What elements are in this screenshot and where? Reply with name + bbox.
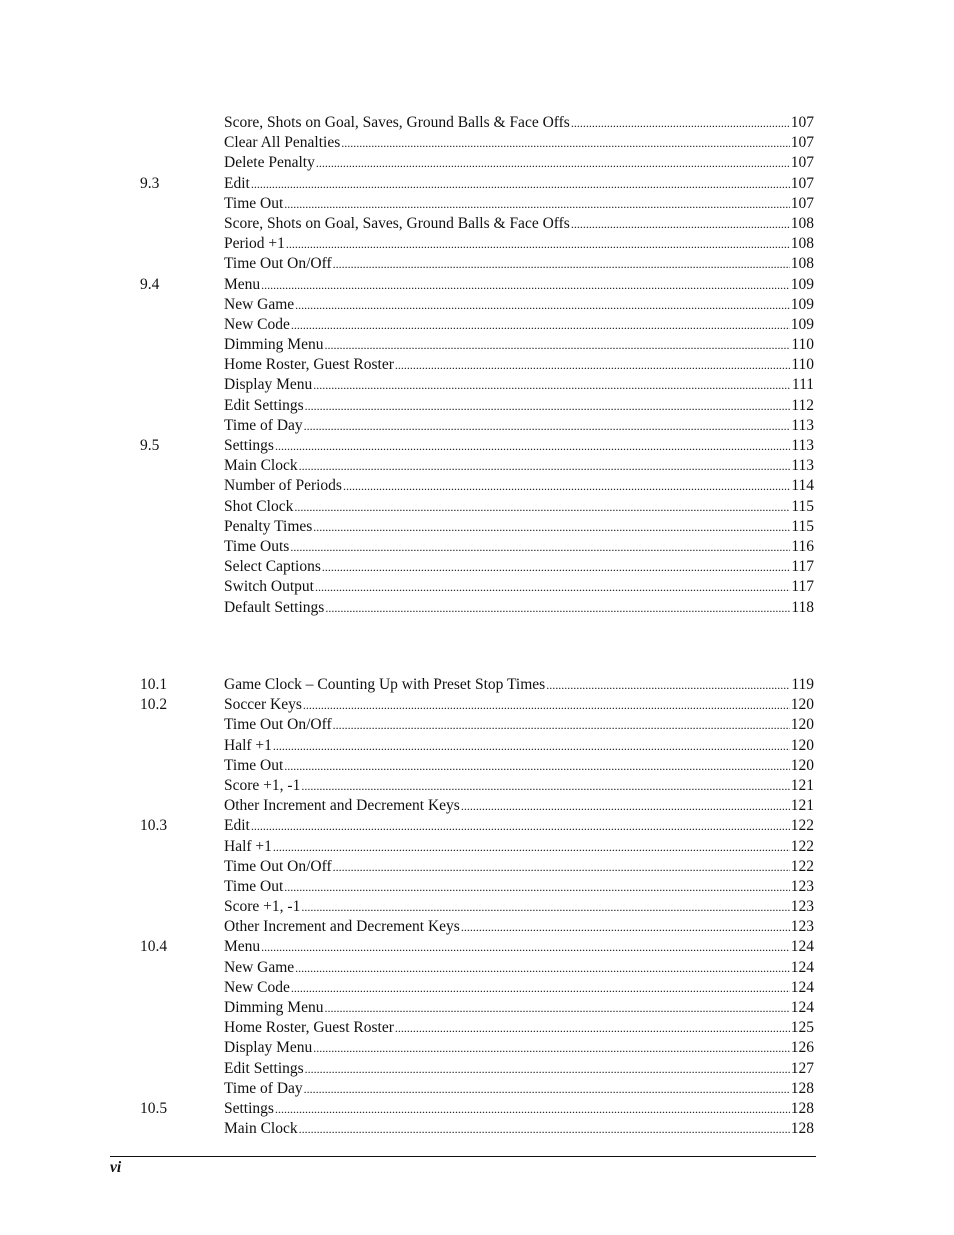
toc-entry-title: Period +1 xyxy=(224,235,285,253)
toc-entry-title: Select Captions xyxy=(224,558,321,576)
toc-page-number: 124 xyxy=(790,958,814,976)
toc-entry-title: Score +1, -1 xyxy=(224,898,301,916)
toc-entry[interactable] xyxy=(224,1059,814,1079)
toc-entry-title: Shot Clock xyxy=(224,497,294,515)
toc-row[interactable] xyxy=(0,675,954,695)
toc-entry[interactable] xyxy=(224,837,814,857)
toc-row[interactable] xyxy=(0,113,954,133)
toc-entry-title: Time Out On/Off xyxy=(224,857,332,875)
toc-entry-title: New Game xyxy=(224,958,295,976)
toc-dot-leader xyxy=(251,816,790,836)
toc-dot-leader xyxy=(313,375,791,395)
toc-section-number: 10.3 xyxy=(140,817,168,835)
toc-entry[interactable] xyxy=(224,998,814,1018)
toc-page-number: 122 xyxy=(790,817,814,835)
toc-entry[interactable] xyxy=(224,456,814,476)
toc-row[interactable] xyxy=(0,375,954,395)
toc-entry[interactable] xyxy=(224,776,814,796)
toc-dot-leader xyxy=(395,355,790,375)
toc-page-number: 115 xyxy=(791,497,814,515)
toc-dot-leader xyxy=(290,537,790,557)
toc-dot-leader xyxy=(275,436,790,456)
toc-entry[interactable] xyxy=(224,416,814,436)
toc-entry-title: Score +1, -1 xyxy=(224,776,301,794)
toc-page-number: 115 xyxy=(791,517,814,535)
toc-entry[interactable] xyxy=(224,295,814,315)
toc-row[interactable] xyxy=(0,1018,954,1038)
toc-page-number: 124 xyxy=(790,938,814,956)
toc-dot-leader xyxy=(291,315,790,335)
toc-entry[interactable] xyxy=(224,254,814,274)
toc-row[interactable] xyxy=(0,557,954,577)
toc-page-number: 108 xyxy=(790,214,814,232)
toc-entry[interactable] xyxy=(224,1119,814,1139)
toc-entry[interactable] xyxy=(224,517,814,537)
toc-dot-leader xyxy=(275,1099,790,1119)
toc-row[interactable] xyxy=(0,598,954,618)
toc-dot-leader xyxy=(333,857,790,877)
toc-entry-title: Main Clock xyxy=(224,1120,298,1138)
toc-page-number: 121 xyxy=(790,776,814,794)
toc-row[interactable] xyxy=(0,837,954,857)
toc-page-number: 107 xyxy=(790,174,814,192)
toc-row[interactable] xyxy=(0,1099,954,1119)
toc-entry-title: Edit Settings xyxy=(224,396,304,414)
toc-entry[interactable] xyxy=(224,978,814,998)
toc-entry-title: Settings xyxy=(224,1099,274,1117)
toc-page-number: 120 xyxy=(790,716,814,734)
toc-entry-title: New Code xyxy=(224,978,290,996)
toc-entry[interactable] xyxy=(224,736,814,756)
toc-entry-title: Score, Shots on Goal, Saves, Ground Balls & Face Offs xyxy=(224,114,570,131)
toc-dot-leader xyxy=(316,153,790,173)
toc-entry-title: Soccer Keys xyxy=(224,696,302,714)
toc-dot-leader xyxy=(291,978,790,998)
toc-section-10 xyxy=(0,675,954,1139)
toc-dot-leader xyxy=(299,456,791,476)
toc-dot-leader xyxy=(322,557,790,577)
toc-dot-leader xyxy=(571,113,790,133)
toc-page-number: 109 xyxy=(790,275,814,293)
toc-entry-title: Display Menu xyxy=(224,1039,313,1057)
toc-dot-leader xyxy=(305,1059,790,1079)
toc-entry[interactable] xyxy=(224,857,814,877)
toc-dot-leader xyxy=(305,396,791,416)
toc-page-number: 113 xyxy=(791,457,814,475)
toc-entry[interactable] xyxy=(224,917,814,937)
toc-dot-leader xyxy=(261,937,790,957)
toc-page-number: 117 xyxy=(791,558,814,576)
toc-entry-title: Main Clock xyxy=(224,457,298,475)
toc-row[interactable] xyxy=(0,214,954,234)
toc-entry-title: Dimming Menu xyxy=(224,999,324,1016)
toc-entry[interactable] xyxy=(224,1038,814,1058)
toc-entry[interactable] xyxy=(224,497,814,517)
toc-dot-leader xyxy=(251,174,790,194)
toc-entry[interactable] xyxy=(224,194,814,214)
toc-row[interactable] xyxy=(0,998,954,1018)
toc-entry-title: Time Out On/Off xyxy=(224,255,332,273)
toc-section-number: 9.3 xyxy=(140,174,160,192)
toc-page-number: 110 xyxy=(791,356,814,374)
toc-entry[interactable] xyxy=(224,537,814,557)
toc-entry[interactable] xyxy=(224,396,814,416)
toc-page-number: 124 xyxy=(790,999,814,1016)
toc-dot-leader xyxy=(273,736,790,756)
toc-dot-leader xyxy=(324,998,789,1018)
toc-dot-leader xyxy=(571,214,790,234)
toc-section-number: 9.4 xyxy=(140,275,160,293)
toc-row[interactable] xyxy=(0,517,954,537)
toc-section-number: 10.2 xyxy=(140,696,168,714)
toc-page-number: 112 xyxy=(791,396,814,414)
toc-row[interactable] xyxy=(0,877,954,897)
toc-entry[interactable] xyxy=(224,436,814,456)
toc-entry-title: Default Settings xyxy=(224,598,325,616)
toc-row[interactable] xyxy=(0,456,954,476)
toc-page-number: 113 xyxy=(791,416,814,434)
toc-entry[interactable] xyxy=(224,315,814,335)
toc-page-number: 117 xyxy=(791,578,814,596)
toc-entry-title: Penalty Times xyxy=(224,517,313,535)
toc-entry-title: New Code xyxy=(224,315,290,333)
toc-page-number: 110 xyxy=(791,336,814,354)
toc-dot-leader xyxy=(461,796,790,816)
toc-entry[interactable] xyxy=(224,133,814,153)
toc-dot-leader xyxy=(286,234,790,254)
toc-entry-title: Delete Penalty xyxy=(224,154,315,172)
toc-row[interactable] xyxy=(0,476,954,496)
toc-entry[interactable] xyxy=(224,335,814,355)
toc-dot-leader xyxy=(299,1119,790,1139)
toc-row[interactable] xyxy=(0,958,954,978)
toc-row[interactable] xyxy=(0,1059,954,1079)
toc-entry-title: Other Increment and Decrement Keys xyxy=(224,918,460,936)
toc-entry-title: Time Outs xyxy=(224,537,290,555)
toc-dot-leader xyxy=(333,715,790,735)
toc-entry-title: Home Roster, Guest Roster xyxy=(224,1019,394,1037)
toc-dot-leader xyxy=(304,1079,790,1099)
toc-dot-leader xyxy=(461,917,790,937)
toc-row[interactable] xyxy=(0,695,954,715)
toc-page-number: 108 xyxy=(790,235,814,253)
toc-entry[interactable] xyxy=(224,275,814,295)
toc-entry-title: Switch Output xyxy=(224,578,314,596)
toc-row[interactable] xyxy=(0,254,954,274)
toc-row[interactable] xyxy=(0,396,954,416)
toc-page-number: 123 xyxy=(790,877,814,895)
toc-page-number: 111 xyxy=(791,376,814,394)
toc-row[interactable] xyxy=(0,315,954,335)
toc-page-number: 120 xyxy=(790,696,814,714)
toc-entry[interactable] xyxy=(224,1099,814,1119)
toc-page-number: 128 xyxy=(790,1120,814,1138)
toc-page-number: 124 xyxy=(790,978,814,996)
toc-section-number: 10.5 xyxy=(140,1099,168,1117)
toc-row[interactable] xyxy=(0,153,954,173)
toc-row[interactable] xyxy=(0,497,954,517)
toc-page-number: 121 xyxy=(790,797,814,815)
toc-section-number: 10.4 xyxy=(140,938,168,956)
toc-row[interactable] xyxy=(0,816,954,836)
toc-page-number: 120 xyxy=(790,756,814,774)
toc-row[interactable] xyxy=(0,715,954,735)
toc-entry[interactable] xyxy=(224,1079,814,1099)
toc-row[interactable] xyxy=(0,133,954,153)
toc-page-number: 108 xyxy=(790,255,814,273)
toc-entry-title: Display Menu xyxy=(224,376,313,394)
toc-page-number: 109 xyxy=(790,315,814,333)
toc-dot-leader xyxy=(303,695,790,715)
toc-entry-title: Clear All Penalties xyxy=(224,134,341,152)
toc-section-number: 10.1 xyxy=(140,676,168,693)
toc-row[interactable] xyxy=(0,917,954,937)
toc-row[interactable] xyxy=(0,174,954,194)
toc-entry-title: New Game xyxy=(224,295,295,313)
toc-dot-leader xyxy=(313,517,790,537)
toc-entry[interactable] xyxy=(224,877,814,897)
toc-dot-leader xyxy=(333,254,790,274)
toc-entry[interactable] xyxy=(224,796,814,816)
toc-row[interactable] xyxy=(0,194,954,214)
toc-entry-title: Other Increment and Decrement Keys xyxy=(224,797,460,815)
toc-page-number: 107 xyxy=(790,114,814,131)
toc-entry[interactable] xyxy=(224,174,814,194)
toc-section-9 xyxy=(0,113,954,618)
toc-page-number: 127 xyxy=(790,1059,814,1077)
toc-page-number: 126 xyxy=(790,1039,814,1057)
toc-row[interactable] xyxy=(0,234,954,254)
toc-entry-title: Dimming Menu xyxy=(224,336,324,354)
footer-rule xyxy=(110,1156,816,1157)
toc-page-number: 125 xyxy=(790,1019,814,1037)
toc-dot-leader xyxy=(325,598,790,618)
toc-entry-title: Menu xyxy=(224,938,261,956)
toc-dot-leader xyxy=(546,675,790,695)
toc-entry[interactable] xyxy=(224,756,814,776)
toc-row[interactable] xyxy=(0,937,954,957)
toc-row[interactable] xyxy=(0,796,954,816)
toc-row[interactable] xyxy=(0,295,954,315)
toc-dot-leader xyxy=(284,877,789,897)
footer-page-number: vi xyxy=(110,1159,122,1176)
toc-row[interactable] xyxy=(0,736,954,756)
toc-page-number: 128 xyxy=(790,1099,814,1117)
toc-entry[interactable] xyxy=(224,355,814,375)
toc-row[interactable] xyxy=(0,857,954,877)
toc-page-number: 118 xyxy=(791,598,814,616)
toc-page-number: 116 xyxy=(791,537,814,555)
toc-entry[interactable] xyxy=(224,577,814,597)
toc-entry-title: Edit xyxy=(224,174,250,192)
toc-entry[interactable] xyxy=(224,557,814,577)
toc-row[interactable] xyxy=(0,436,954,456)
toc-entry[interactable] xyxy=(224,675,814,695)
toc-entry[interactable] xyxy=(224,234,814,254)
toc-entry[interactable] xyxy=(224,476,814,496)
toc-entry-title: Menu xyxy=(224,275,261,293)
toc-entry[interactable] xyxy=(224,598,814,618)
toc-page-number: 123 xyxy=(790,898,814,916)
toc-dot-leader xyxy=(395,1018,790,1038)
toc-row[interactable] xyxy=(0,416,954,436)
toc-dot-leader xyxy=(343,476,790,496)
toc-row[interactable] xyxy=(0,1038,954,1058)
toc-entry-title: Half +1 xyxy=(224,736,272,754)
toc-page-number: 128 xyxy=(790,1079,814,1097)
toc-section-number: 9.5 xyxy=(140,437,160,454)
toc-dot-leader xyxy=(284,194,789,214)
toc-entry-title: Home Roster, Guest Roster xyxy=(224,356,394,374)
toc-dot-leader xyxy=(324,335,790,355)
toc-row[interactable] xyxy=(0,275,954,295)
toc-page-number: 122 xyxy=(790,837,814,855)
toc-entry[interactable] xyxy=(224,153,814,173)
toc-entry-title: Time Out xyxy=(224,194,284,212)
toc-entry[interactable] xyxy=(224,937,814,957)
toc-row[interactable] xyxy=(0,897,954,917)
toc-entry[interactable] xyxy=(224,695,814,715)
toc-row[interactable] xyxy=(0,355,954,375)
toc-page-number: 113 xyxy=(791,437,814,454)
toc-dot-leader xyxy=(273,837,790,857)
toc-entry[interactable] xyxy=(224,375,814,395)
toc-row[interactable] xyxy=(0,978,954,998)
toc-entry-title: Half +1 xyxy=(224,837,272,855)
toc-page-number: 107 xyxy=(790,154,814,172)
toc-entry-title: Time Out xyxy=(224,756,284,774)
toc-entry-title: Time of Day xyxy=(224,416,303,434)
toc-page-number: 122 xyxy=(790,857,814,875)
toc-entry-title: Time Out xyxy=(224,877,284,895)
toc-entry[interactable] xyxy=(224,958,814,978)
toc-dot-leader xyxy=(315,577,790,597)
toc-page-number: 119 xyxy=(791,676,814,693)
toc-entry-title: Settings xyxy=(224,437,274,454)
toc-dot-leader xyxy=(304,416,791,436)
toc-dot-leader xyxy=(341,133,790,153)
toc-dot-leader xyxy=(295,295,790,315)
toc-dot-leader xyxy=(301,776,789,796)
toc-row[interactable] xyxy=(0,335,954,355)
toc-row[interactable] xyxy=(0,577,954,597)
toc-entry-title: Number of Periods xyxy=(224,477,342,495)
toc-entry[interactable] xyxy=(224,1018,814,1038)
toc-entry-title: Time Out On/Off xyxy=(224,716,332,734)
toc-row[interactable] xyxy=(0,756,954,776)
toc-page-number: 114 xyxy=(791,477,814,495)
toc-entry-title: Score, Shots on Goal, Saves, Ground Balls & Face Offs xyxy=(224,214,570,232)
toc-page-number: 123 xyxy=(790,918,814,936)
toc-page-number: 107 xyxy=(790,194,814,212)
toc-entry[interactable] xyxy=(224,715,814,735)
toc-entry-title: Edit xyxy=(224,817,250,835)
toc-entry[interactable] xyxy=(224,113,814,133)
toc-dot-leader xyxy=(301,897,789,917)
toc-dot-leader xyxy=(295,958,790,978)
toc-row[interactable] xyxy=(0,537,954,557)
toc-entry-title: Time of Day xyxy=(224,1079,303,1097)
toc-dot-leader xyxy=(284,756,789,776)
toc-page-number: 107 xyxy=(790,134,814,152)
toc-dot-leader xyxy=(313,1038,789,1058)
toc-dot-leader xyxy=(261,275,790,295)
toc-page-number: 120 xyxy=(790,736,814,754)
toc-dot-leader xyxy=(294,497,790,517)
toc-page-number: 109 xyxy=(790,295,814,313)
toc-entry[interactable] xyxy=(224,214,814,234)
toc-entry-title: Game Clock – Counting Up with Preset Stop Times xyxy=(224,676,546,693)
toc-row[interactable] xyxy=(0,1119,954,1139)
toc-entry-title: Edit Settings xyxy=(224,1059,304,1077)
toc-entry[interactable] xyxy=(224,897,814,917)
toc-row[interactable] xyxy=(0,776,954,796)
toc-row[interactable] xyxy=(0,1079,954,1099)
toc-entry[interactable] xyxy=(224,816,814,836)
